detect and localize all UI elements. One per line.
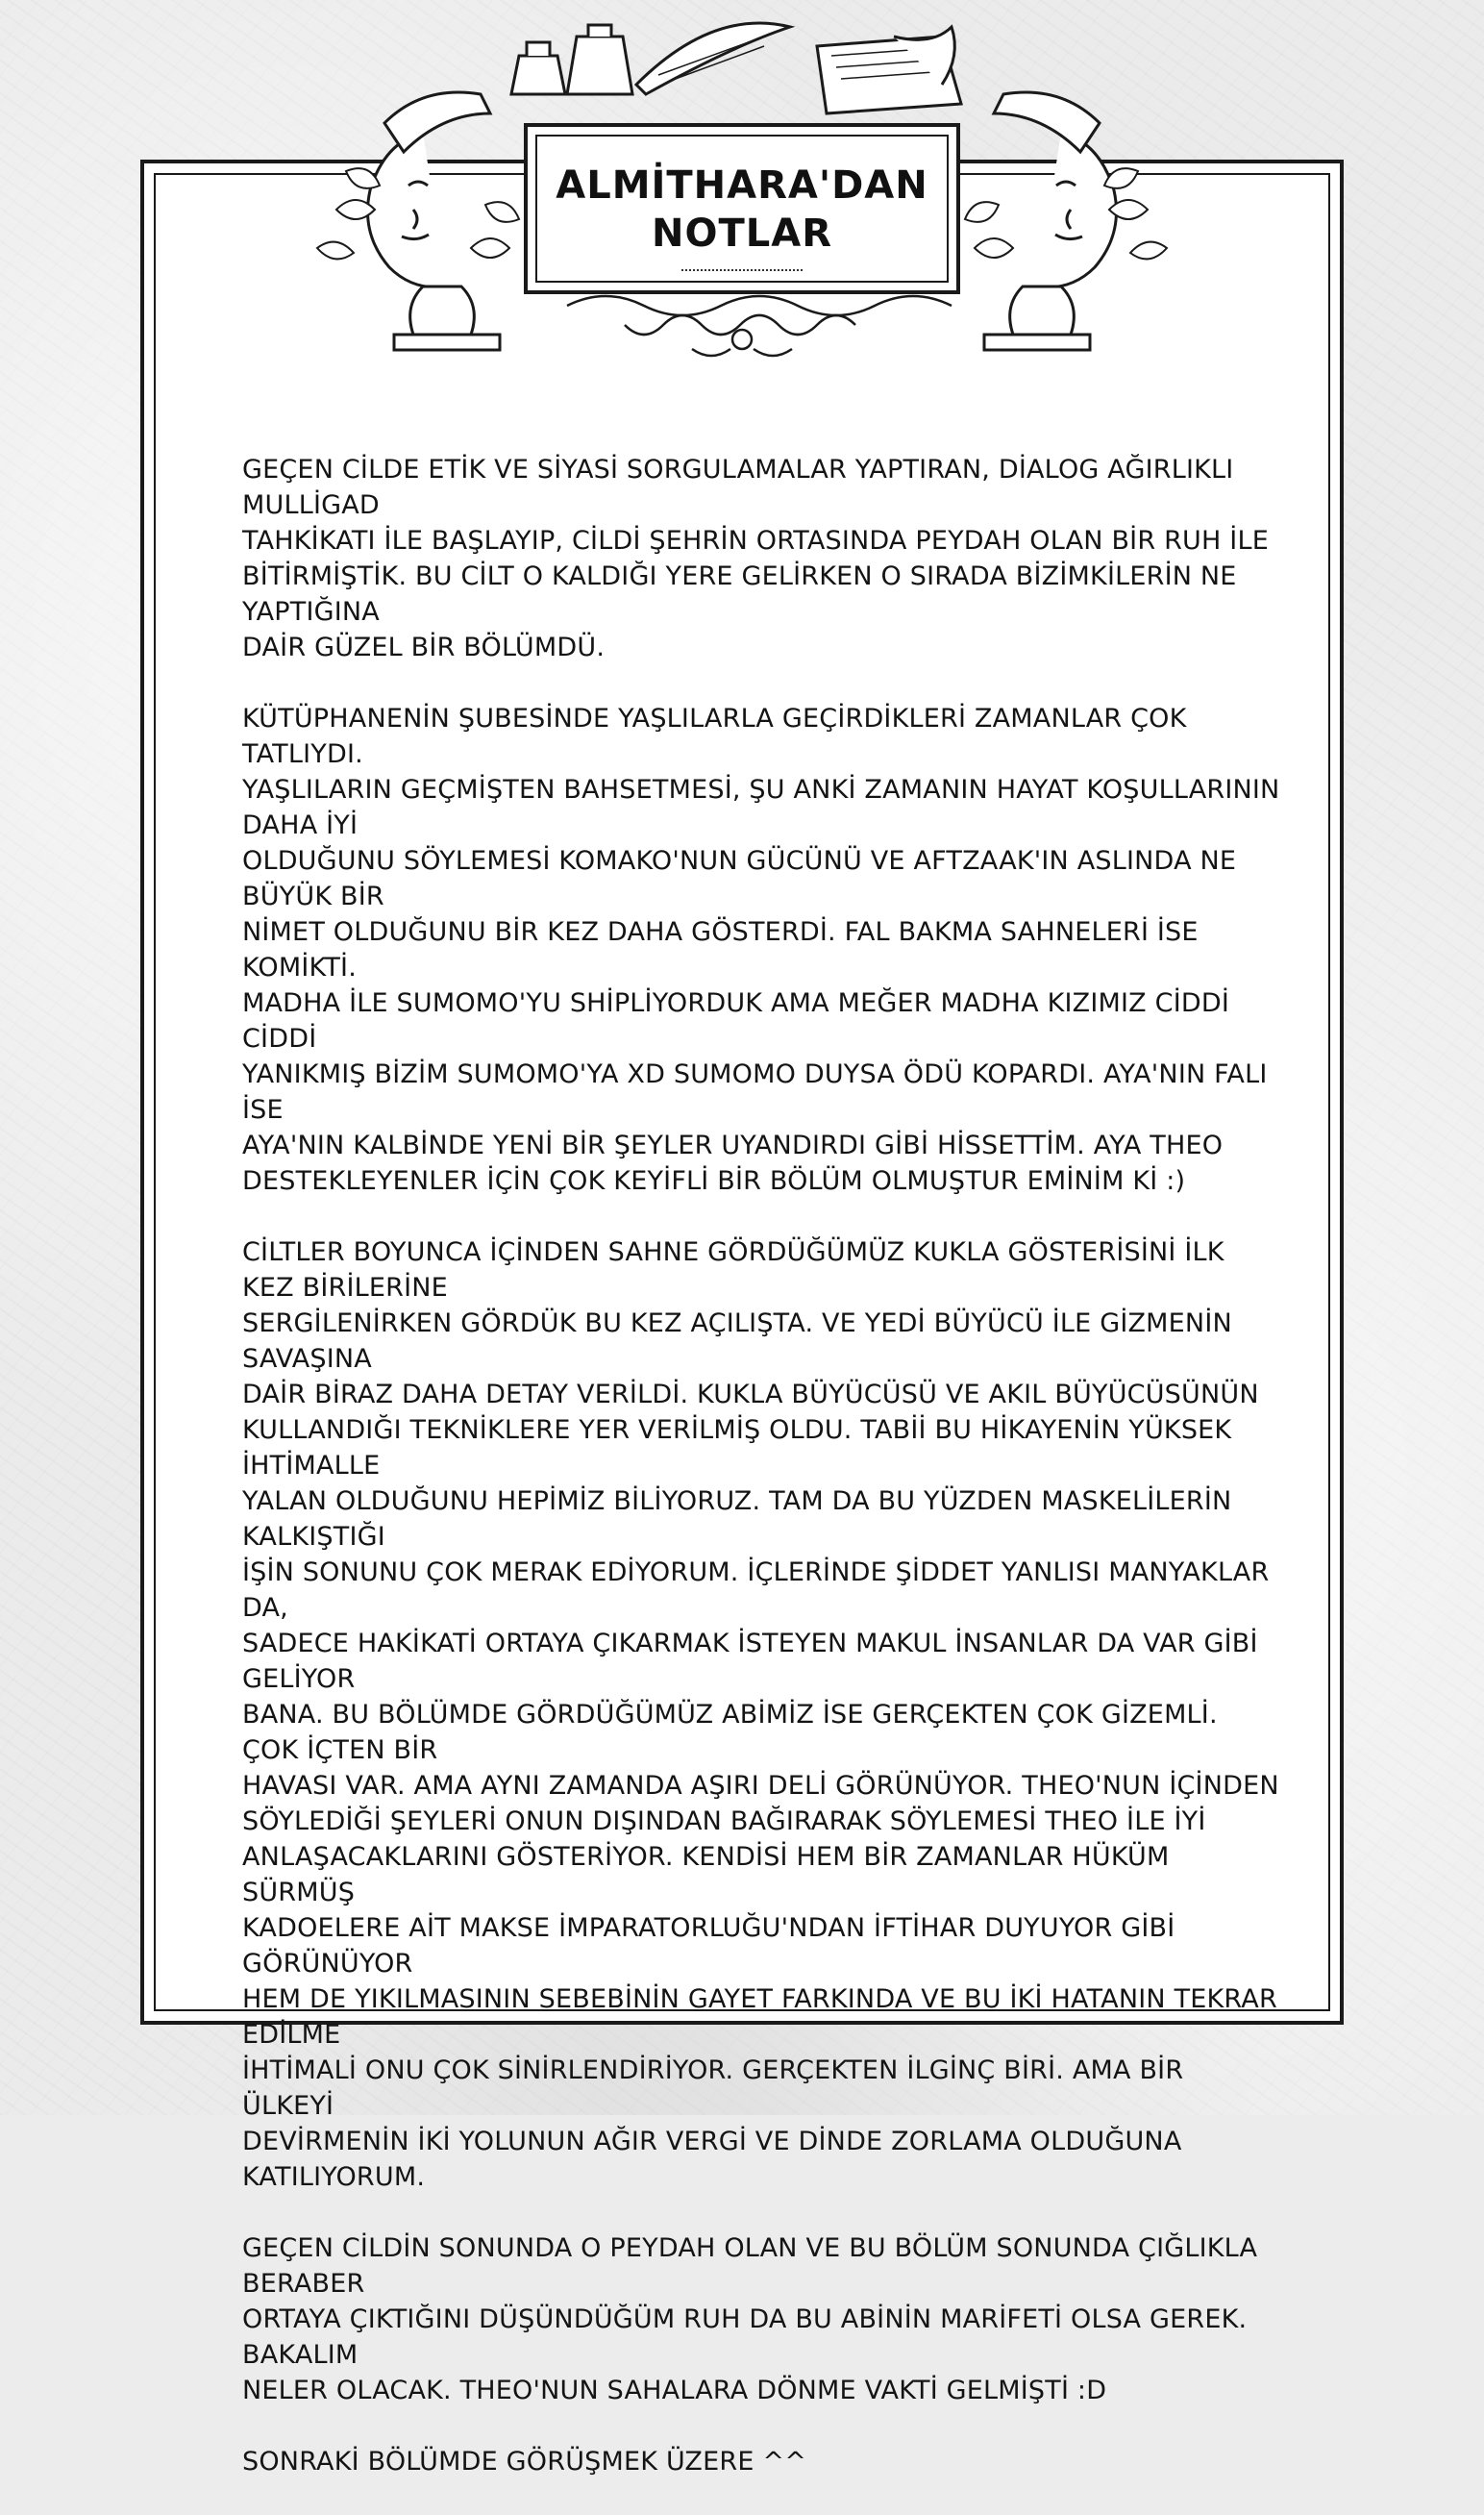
ink-and-quill-icon (511, 23, 790, 94)
scroll-ornament-icon (567, 296, 952, 356)
title-plate (524, 123, 960, 294)
paragraph-library: KÜTÜPHANENİN ŞUBESİNDE YAŞLILARLA GEÇİRDİKLERİ ZAMANLAR ÇOK TATLIYDI. YAŞLILARIN GEÇMİŞTEN BAHSETMESİ, ŞU ANKİ ZAMANIN HAYAT KOŞULLARININ DAHA İYİ OLDUĞUNU SÖYLEMESİ KOMAKO'NUN GÜCÜNÜ VE AFTZAAK'IN ASLINDA NE BÜYÜK BİR NİMET OLDUĞUNU BİR KEZ DAHA GÖSTERDİ. FAL BAKMA SAHNELERİ İSE KOMİKTİ. MADHA İLE SUMOMO'YU SHİPLİYORDUK AMA MEĞER MADHA KIZIMIZ CİDDİ CİDDİ YANIKMIŞ BİZİM SUMOMO'YA XD SUMOMO DUYSA ÖDÜ KOPARDI. AYA'NIN FALI İSE AYA'NIN KALBİNDE YENİ BİR ŞEYLER UYANDIRDI GİBİ HİSSETTİM. AYA THEO DESTEKLEYENLER İÇİN ÇOK KEYİFLİ BİR BÖLÜM OLMUŞTUR EMİNİM Kİ :) (242, 704, 1280, 1196)
title-dotted-divider (681, 269, 803, 271)
title-line-2: NOTLAR (651, 212, 832, 256)
title-line-1: ALMİTHARA'DAN (556, 163, 928, 208)
paragraph-signoff: SONRAKİ BÖLÜMDE GÖRÜŞMEK ÜZERE ^^ (242, 2447, 807, 2477)
left-bust-icon (368, 92, 501, 350)
paragraph-spirit: GEÇEN CİLDİN SONUNDA O PEYDAH OLAN VE BU BÖLÜM SONUNDA ÇIĞLIKLA BERABER ORTAYA ÇIKTIĞINI DÜŞÜNDÜĞÜM RUH DA BU ABİNİN MARİFETİ OLSA GEREK. BAKALIM NELER OLACAK. THEO'NUN SAHALARA DÖNME VAKTİ GELMİŞTİ :D (242, 2233, 1258, 2405)
book-icon (817, 27, 961, 113)
paragraph-intro: GEÇEN CİLDE ETİK VE SİYASİ SORGULAMALAR YAPTIRAN, DİALOG AĞIRLIKLI MULLİGAD TAHKİKATI İLE BAŞLAYIP, CİLDİ ŞEHRİN ORTASINDA PEYDAH OLAN BİR RUH İLE BİTİRMİŞTİK. BU CİLT O KALDIĞI YERE GELİRKEN O SIRADA BİZİMKİLERİN NE YAPTIĞINA DAİR GÜZEL BİR BÖLÜMDÜ. (242, 455, 1269, 662)
right-bust-icon (984, 92, 1117, 350)
notes-body (242, 452, 1280, 2515)
paragraph-puppet-show: CİLTLER BOYUNCA İÇİNDEN SAHNE GÖRDÜĞÜMÜZ KUKLA GÖSTERİSİNİ İLK KEZ BİRİLERİNE SERGİLENİRKEN GÖRDÜK BU KEZ AÇILIŞTA. VE YEDİ BÜYÜCÜ İLE GİZMENİN SAVAŞINA DAİR BİRAZ DAHA DETAY VERİLDİ. KUKLA BÜYÜCÜSÜ VE AKIL BÜYÜCÜSÜNÜN KULLANDIĞI TEKNİKLERE YER VERİLMİŞ OLDU. TABİİ BU HİKAYENİN YÜKSEK İHTİMALLE YALAN OLDUĞUNU HEPİMİZ BİLİYORUZ. TAM DA BU YÜZDEN MASKELİLERİN KALKIŞTIĞI İŞİN SONUNU ÇOK MERAK EDİYORUM. İÇLERİNDE ŞİDDET YANLISI MANYAKLAR DA, SADECE HAKİKATİ ORTAYA ÇIKARMAK İSTEYEN MAKUL İNSANLAR DA VAR GİBİ GELİYOR BANA. BU BÖLÜMDE GÖRDÜĞÜMÜZ ABİMİZ İSE GERÇEKTEN ÇOK GİZEMLİ. ÇOK İÇTEN BİR HAVASI VAR. AMA AYNI ZAMANDA AŞIRI DELİ GÖRÜNÜYOR. THEO'NUN İÇİNDEN SÖYLEDİĞİ ŞEYLERİ ONUN DIŞINDAN BAĞIRARAK SÖYLEMESİ THEO İLE İYİ ANLAŞACAKLARINI GÖSTERİYOR. KENDİSİ HEM BİR ZAMANLAR HÜKÜM SÜRMÜŞ KADOELERE AİT MAKSE İMPARATORLUĞU'NDAN İFTİHAR DUYUYOR GİBİ GÖRÜNÜYOR HEM DE YIKILMASININ SEBEBİNİN GAYET FARKINDA VE BU İKİ HATANIN TEKRAR EDİLME İHTİMALİ ONU ÇOK SİNİRLENDİRİYOR. GERÇEKTEN İLGİNÇ BİRİ. AMA BİR ÜLKEYİ DEVİRMENİN İKİ YOLUNUN AĞIR VERGİ VE DİNDE ZORLAMA OLDUĞUNA KATILIYORUM. (242, 1237, 1279, 2192)
